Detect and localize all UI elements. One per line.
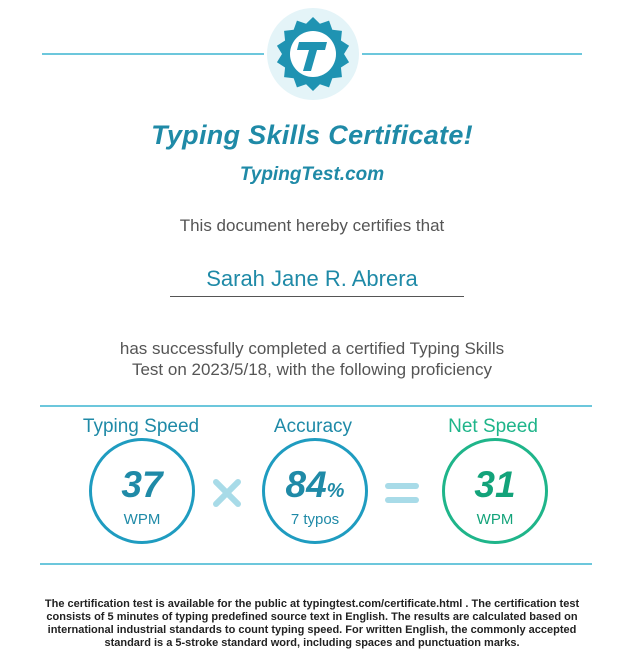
net-speed-circle <box>442 438 548 544</box>
accuracy-percent-sign: % <box>326 480 345 502</box>
completion-line-1: has successfully completed a certified Typing Skills <box>119 339 505 358</box>
footer-line-2: consists of 5 minutes of typing predefined source text in English. The results are calculated based on <box>46 611 578 623</box>
recipient-name: Sarah Jane R. Abrera <box>206 266 418 291</box>
footer-line-3: international industrial standards to count typing speed. For written English, the commonly accepted <box>47 624 577 636</box>
stats-bottom-divider <box>40 563 592 565</box>
net-speed-value: 31 <box>474 464 516 505</box>
accuracy-typos: 7 typos <box>290 511 340 528</box>
net-speed-label: Net Speed <box>448 416 538 437</box>
accuracy-circle <box>262 438 368 544</box>
footer-line-1: The certification test is available for the public at typingtest.com/certificate.html . The certification test <box>44 598 580 610</box>
stats-top-divider <box>40 405 592 407</box>
footer-disclaimer <box>42 598 582 650</box>
accuracy-value-wrap <box>265 465 365 511</box>
footer-line-4: standard is a 5-stroke standard word, including spaces and punctuation marks. <box>104 637 520 649</box>
site-name: TypingTest.com <box>239 164 385 185</box>
accuracy-label: Accuracy <box>273 416 353 437</box>
header-line-left <box>42 53 264 55</box>
certificate-title: Typing Skills Certificate! <box>151 120 473 150</box>
accuracy-value: 84 <box>285 464 327 505</box>
header-line-right <box>362 53 582 55</box>
name-underline <box>170 296 464 297</box>
net-speed-unit: WPM <box>476 511 514 528</box>
typing-speed-circle <box>89 438 195 544</box>
typingtest-logo-icon <box>266 7 360 101</box>
completion-line-2: Test on 2023/5/18, with the following proficiency <box>131 360 493 379</box>
certifies-text: This document hereby certifies that <box>179 216 445 235</box>
typing-speed-label: Typing Speed <box>82 416 200 437</box>
typing-speed-unit: WPM <box>123 511 161 528</box>
multiply-icon <box>212 478 242 508</box>
completion-statement <box>90 338 534 380</box>
equals-icon <box>384 478 420 508</box>
typing-speed-value: 37 <box>121 464 163 505</box>
